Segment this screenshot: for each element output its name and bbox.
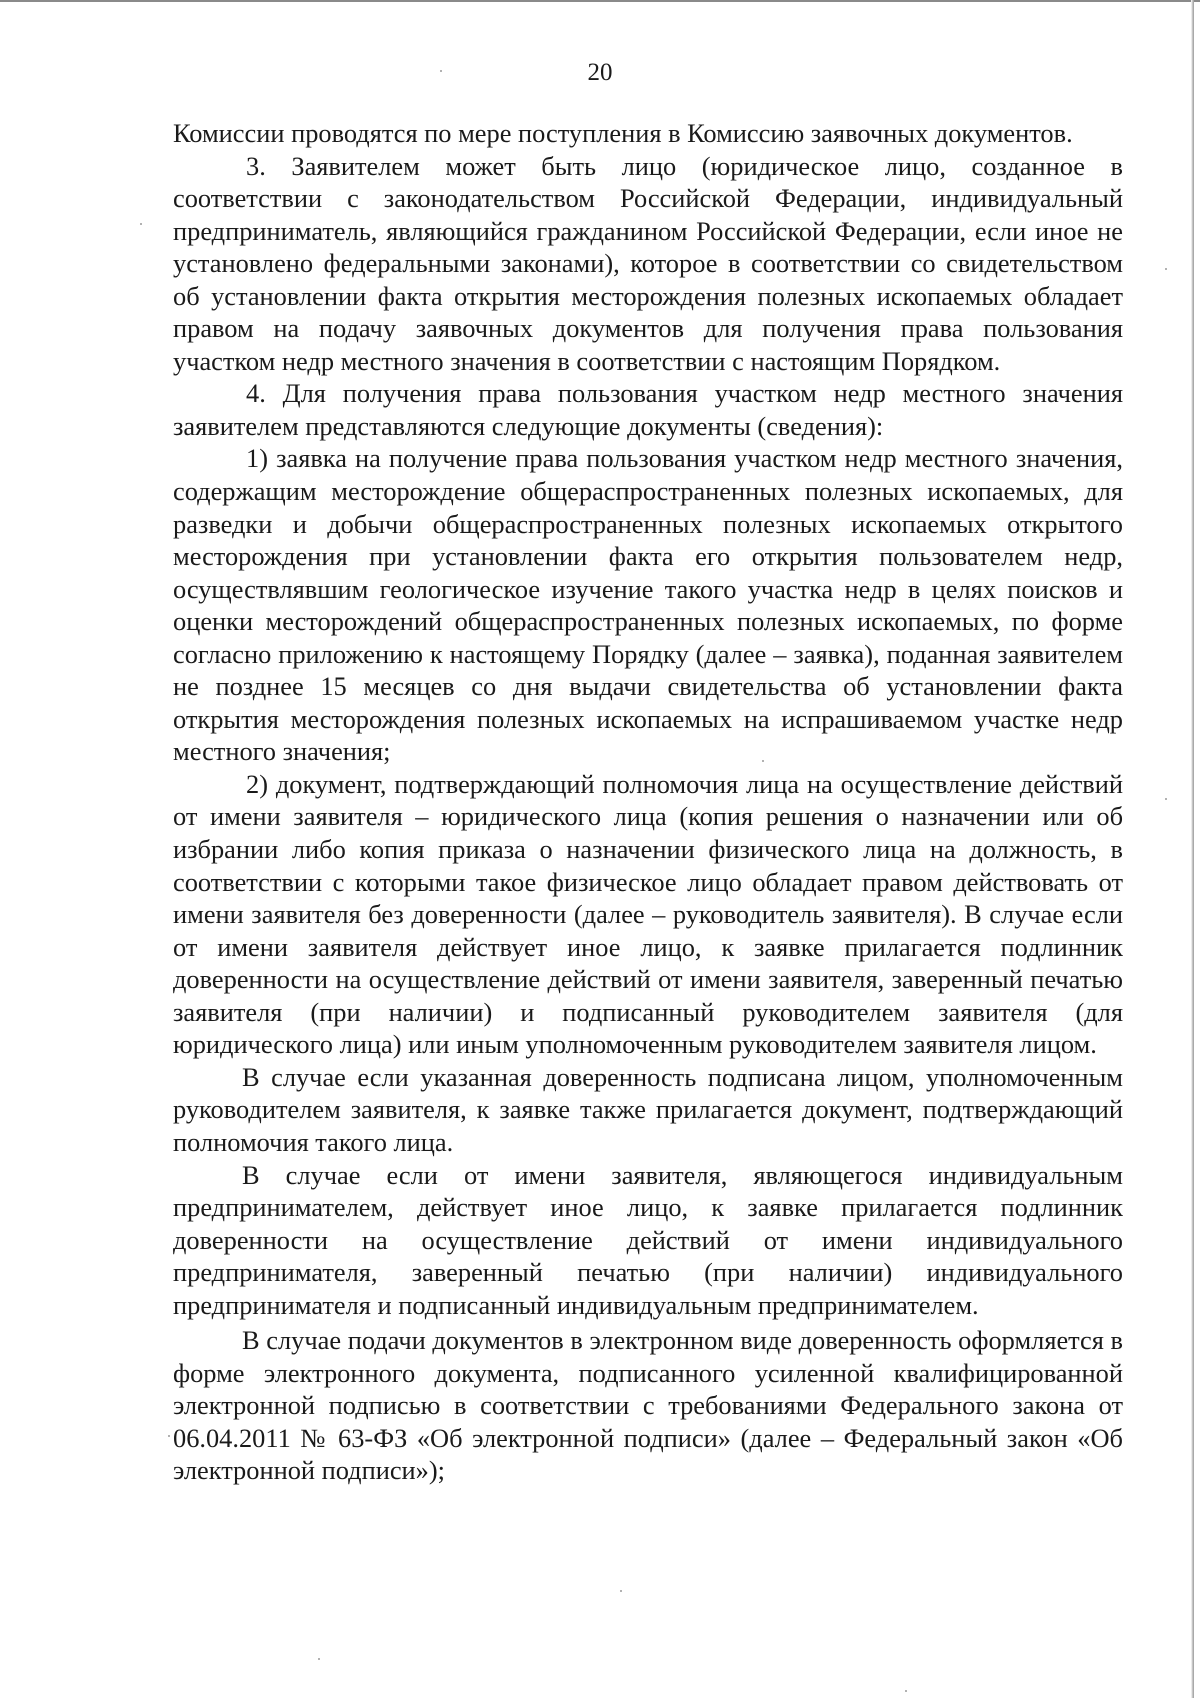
page-number: 20 — [587, 59, 613, 86]
scan-speck — [620, 1590, 622, 1592]
scan-speck — [140, 223, 142, 225]
paragraph-individual-entrepreneur: В случае если от имени заявителя, являющегося индивидуальным предпринимателем, действует иное лицо, к заявке прилагается подлинник доверенности на осуществление действий от имени индивидуального предпринимателя, заверенный печатью (при наличии) индивидуального предпринимателя и подписанный индивидуальным предпринимателем. — [173, 1159, 1123, 1320]
scan-speck — [168, 1435, 170, 1437]
document-body — [173, 117, 1123, 1487]
scan-speck — [440, 70, 442, 72]
paragraph-electronic-submission: В случае подачи документов в электронном виде доверенность оформляется в форме электронного документа, подписанного усиленной квалифицированной электронной подписью в соответствии с требованиями Федерального закона от 06.04.2011 № 63-ФЗ «Об электронной подписи» (далее – Федеральный закон «Об электронной подписи»); — [173, 1325, 1123, 1486]
paragraph-commission-continuation: Комиссии проводятся по мере поступления в Комиссию заявочных документов. — [173, 118, 1073, 148]
paragraph-subitem-1-application: 1) заявка на получение права пользования участком недр местного значения, содержащим месторождение общераспространенных полезных ископаемых, для разведки и добычи общераспространенных полезных ископаемых открытого месторождения при установлении факта его открытия пользователем недр, осуществлявшим геологическое изучение такого участка недр в целях поисков и оценки месторождений общераспространенных полезных ископаемых, по форме согласно приложению к настоящему Порядку (далее – заявка), поданная заявителем не позднее 15 месяцев со дня выдачи свидетельства об установлении факта открытия месторождения полезных ископаемых на испрашиваемом участке недр местного значения; — [173, 443, 1123, 767]
paragraph-proxy-signed: В случае если указанная доверенность подписана лицом, уполномоченным руководителем заявителя, к заявке также прилагается документ, подтверждающий полномочия такого лица. — [173, 1061, 1123, 1157]
scan-speck — [905, 1690, 907, 1692]
scan-top-edge — [0, 0, 1200, 2]
scan-speck — [1165, 798, 1167, 800]
scan-right-edge — [1191, 0, 1194, 1698]
scan-speck — [1165, 268, 1167, 270]
paragraph-item-3-applicant: 3. Заявителем может быть лицо (юридическое лицо, созданное в соответствии с законодательством Российской Федерации, индивидуальный предприниматель, являющийся гражданином Российской Федерации, если иное не установлено федеральными законами), которое в соответствии со свидетельством об установлении факта открытия месторождения полезных ископаемых обладает правом на подачу заявочных документов для получения права пользования участком недр местного значения в соответствии с настоящим Порядком. — [173, 150, 1123, 376]
paragraph-item-4-documents: 4. Для получения права пользования участком недр местного значения заявителем представляются следующие документы (сведения): — [173, 378, 1123, 441]
scan-speck — [762, 760, 764, 762]
scan-speck — [318, 1658, 320, 1660]
paragraph-subitem-2-authority: 2) документ, подтверждающий полномочия лица на осуществление действий от имени заявителя – юридического лица (копия решения о назначении или об избрании либо копия приказа о назначении физического лица на должность, в соответствии с которыми такое физическое лицо обладает правом действовать от имени заявителя без доверенности (далее – руководитель заявителя). В случае если от имени заявителя действует иное лицо, к заявке прилагается подлинник доверенности на осуществление действий от имени заявителя, заверенный печатью заявителя (при наличии) и подписанный руководителем заявителя (для юридического лица) или иным уполномоченным руководителем заявителя лицом. — [173, 768, 1123, 1060]
